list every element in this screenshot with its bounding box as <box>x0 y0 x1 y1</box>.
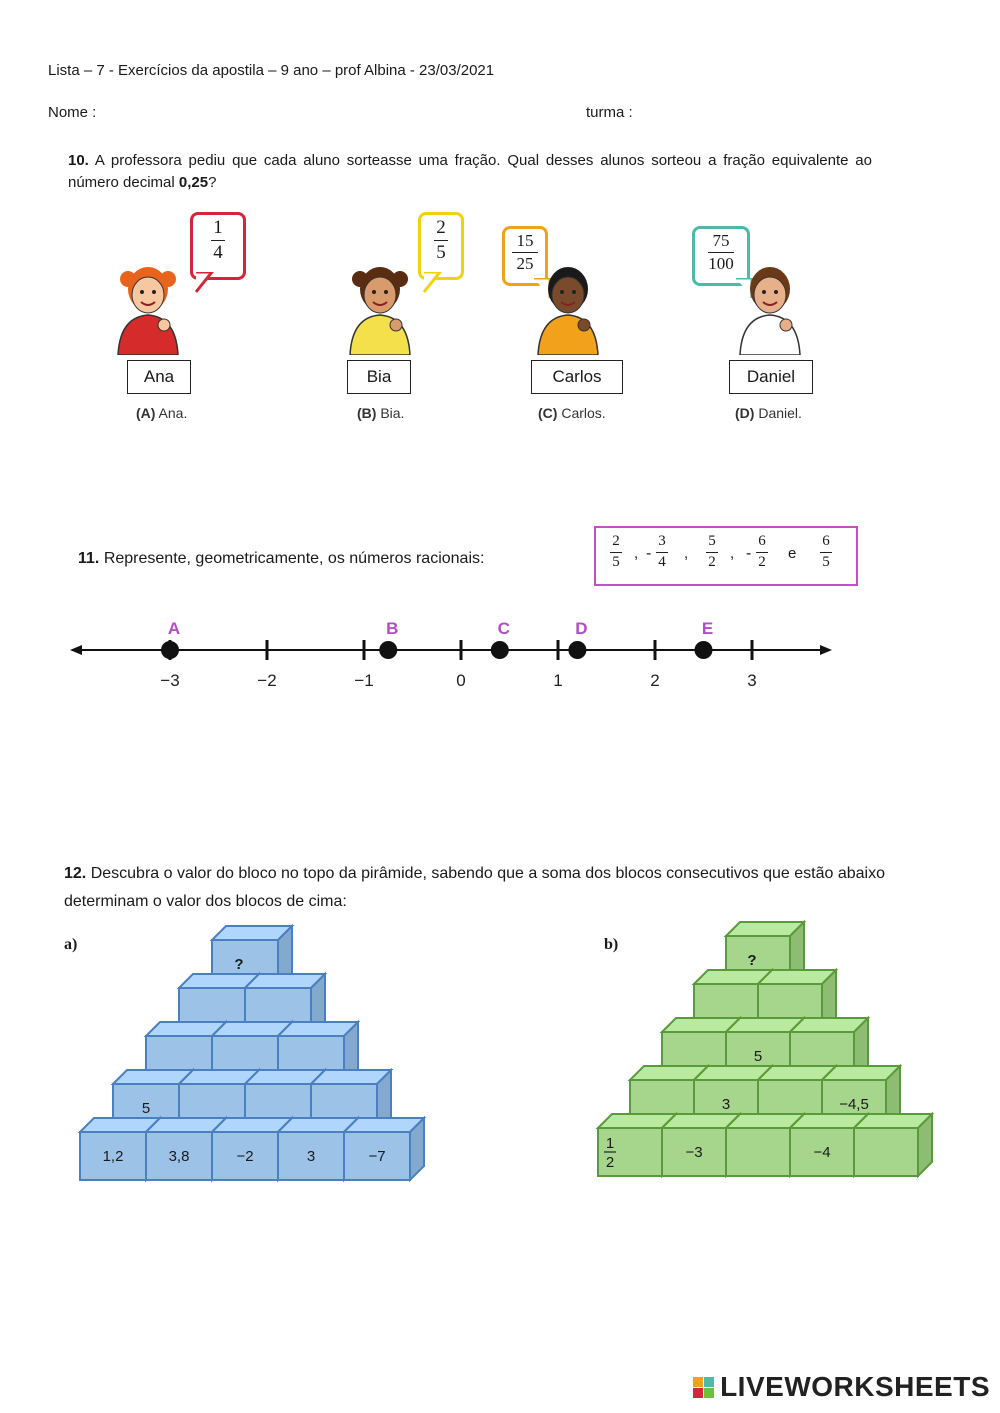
student-illustration-daniel <box>730 255 810 355</box>
fraction-denominator: 4 <box>213 242 223 264</box>
fraction-denominator: 25 <box>516 254 534 274</box>
pyramid-b <box>586 908 956 1190</box>
rational-fraction <box>704 534 720 571</box>
option-letter: (A) <box>136 405 156 421</box>
fraction-separator: , <box>730 545 735 562</box>
number-line <box>0 610 1000 700</box>
class-label: turma : <box>586 104 633 121</box>
pyramid-block[interactable] <box>854 1114 932 1176</box>
option-text: Carlos. <box>557 405 606 421</box>
option-text: Daniel. <box>754 405 802 421</box>
answer-option[interactable] <box>735 405 802 421</box>
number-line-tick-label: 1 <box>553 671 563 690</box>
rational-fraction <box>608 534 624 571</box>
question-10-decimal: 0,25 <box>178 174 209 191</box>
answer-option[interactable] <box>357 405 404 421</box>
block-value: −7 <box>368 1148 386 1165</box>
fraction-numerator: 6 <box>822 533 830 549</box>
name-label: Nome : <box>48 104 97 121</box>
option-letter: (C) <box>538 405 558 421</box>
answer-option[interactable] <box>136 405 187 421</box>
number-line-tick-label: 0 <box>456 671 466 690</box>
block-value: 5 <box>753 1048 763 1065</box>
question-10 <box>68 150 872 194</box>
question-10-text: A professora pediu que cada aluno sorteasse uma fração. Qual desses alunos sorteou a fração equivalente ao número decimal <box>68 152 872 191</box>
rational-fraction <box>754 534 770 571</box>
block-value: 5 <box>141 1100 151 1117</box>
pyramid-a-label: a) <box>64 936 78 953</box>
fraction-separator: , <box>684 545 689 562</box>
block-value: −4 <box>813 1144 831 1161</box>
fraction-denominator: 5 <box>612 554 620 571</box>
fraction-denominator: 2 <box>708 554 716 571</box>
student-name-box: Daniel <box>729 360 813 394</box>
block-value: −2 <box>236 1148 254 1165</box>
block-value: 3 <box>721 1096 731 1113</box>
student-illustration-bia <box>340 255 420 355</box>
question-11-number: 11. <box>78 550 100 567</box>
block-value-denominator: 2 <box>605 1154 615 1171</box>
block-value: 3 <box>306 1148 316 1165</box>
speech-bubble-tail-icon <box>422 272 448 296</box>
student-name-box: Ana <box>127 360 191 394</box>
fraction-numerator: 6 <box>758 533 766 549</box>
fractions-box <box>594 526 858 586</box>
fraction-denominator: 5 <box>436 242 446 264</box>
question-10-qmark: ? <box>208 174 217 191</box>
question-10-number: 10. <box>68 152 89 169</box>
bubble-fraction <box>193 218 243 263</box>
fraction-numerator: 3 <box>658 533 666 549</box>
question-11 <box>78 548 484 570</box>
question-12-number: 12. <box>64 865 87 882</box>
logo-icon <box>693 1377 714 1398</box>
student-name-box: Bia <box>347 360 411 394</box>
fraction-numerator: 75 <box>712 231 730 250</box>
block-value: 1,2 <box>102 1148 124 1165</box>
point-d[interactable] <box>568 641 586 659</box>
pyramid-top-unknown: ? <box>747 952 757 969</box>
student-illustration-ana <box>108 255 188 355</box>
option-letter: (D) <box>735 405 755 421</box>
number-line-tick-label: −3 <box>160 671 180 690</box>
fraction-separator: , <box>634 545 639 562</box>
fraction-separator: e <box>788 545 797 562</box>
student-illustration-carlos <box>528 255 608 355</box>
option-text: Ana. <box>155 405 188 421</box>
number-line-tick-label: 3 <box>747 671 757 690</box>
arrow-left-icon <box>70 645 82 655</box>
point-c[interactable] <box>491 641 509 659</box>
logo-text: LIVEWORKSHEETS <box>720 1371 990 1402</box>
fraction-sign: - <box>746 545 752 562</box>
block-value: 3,8 <box>168 1148 190 1165</box>
fraction-denominator: 2 <box>758 554 766 571</box>
option-letter: (B) <box>357 405 377 421</box>
answer-option[interactable] <box>538 405 606 421</box>
block-value: −4,5 <box>839 1096 869 1113</box>
liveworksheets-logo <box>693 1371 990 1403</box>
question-12-text: Descubra o valor do bloco no topo da pirâmide, sabendo que a soma dos blocos consecutivos que estão abaixo determinam o valor dos blocos de cima: <box>64 865 885 910</box>
bubble-fraction <box>421 218 461 263</box>
point-a[interactable] <box>161 641 179 659</box>
rational-fraction <box>654 534 670 571</box>
question-11-text: Represente, geometricamente, os números racionais: <box>103 550 485 567</box>
point-label: E <box>701 619 714 638</box>
arrow-right-icon <box>820 645 832 655</box>
rational-fraction <box>818 534 834 571</box>
fraction-numerator: 1 <box>213 217 223 238</box>
option-text: Bia. <box>376 405 405 421</box>
point-label: B <box>386 619 399 638</box>
fraction-numerator: 15 <box>516 231 534 250</box>
point-b[interactable] <box>379 641 397 659</box>
block-value-numerator: 1 <box>605 1135 615 1152</box>
number-line-tick-label: −2 <box>257 671 277 690</box>
fraction-denominator: 5 <box>822 554 830 571</box>
point-e[interactable] <box>695 641 713 659</box>
pyramid-block[interactable] <box>344 1118 424 1180</box>
pyramid-b-label: b) <box>604 936 619 953</box>
point-label: A <box>167 619 181 638</box>
fraction-denominator: 4 <box>658 554 666 571</box>
student-name-box: Carlos <box>531 360 623 394</box>
fraction-numerator: 5 <box>708 533 716 549</box>
fraction-numerator: 2 <box>612 533 620 549</box>
worksheet-title: Lista – 7 - Exercícios da apostila – 9 ano – prof Albina - 23/03/2021 <box>48 62 495 79</box>
fraction-sign: - <box>646 545 652 562</box>
pyramid-top-unknown: ? <box>234 956 244 973</box>
point-label: C <box>497 619 510 638</box>
fraction-numerator: 2 <box>436 217 446 238</box>
number-line-tick-label: 2 <box>650 671 660 690</box>
fraction-denominator: 100 <box>708 254 734 274</box>
number-line-tick-label: −1 <box>354 671 374 690</box>
speech-bubble-tail-icon <box>194 272 220 296</box>
point-label: D <box>575 619 588 638</box>
block-value: −3 <box>685 1144 703 1161</box>
pyramid-a <box>70 920 450 1190</box>
